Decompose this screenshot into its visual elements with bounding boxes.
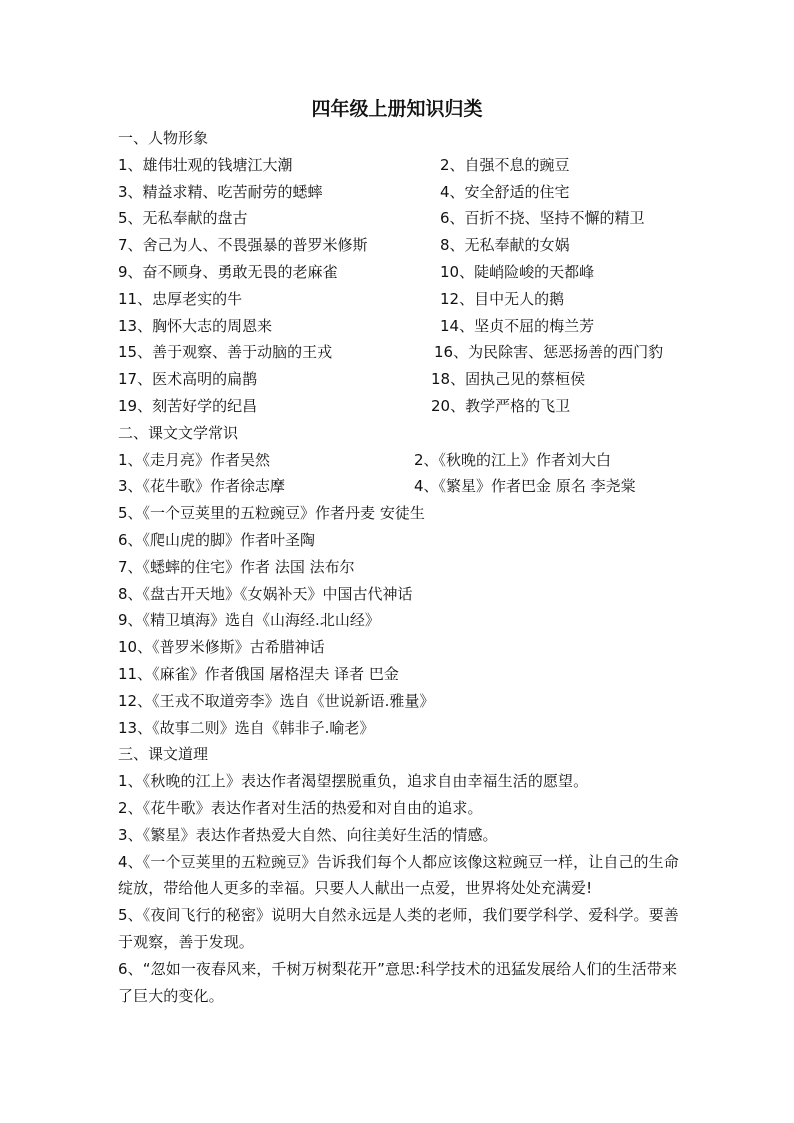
list-item: 8、《盘古开天地》《女娲补天》中国古代神话 xyxy=(118,584,413,603)
lesson-paragraph: 6、“忽如一夜春风来，千树万树梨花开”意思:科学技术的迅猛发展给人们的生活带来了巨大的变化。 xyxy=(118,959,678,1005)
list-item: 5、无私奉献的盘古 xyxy=(118,209,248,228)
list-item: 20、教学严格的飞卫 xyxy=(431,396,571,415)
list-row xyxy=(118,473,688,500)
list-row xyxy=(118,447,688,474)
list-item: 6、《爬山虎的脚》作者叶圣陶 xyxy=(118,530,316,549)
list-item: 18、固执己见的蔡桓侯 xyxy=(431,370,586,389)
lesson-paragraph: 5、《夜间飞行的秘密》说明大自然永远是人类的老师，我们要学科学、爱科学。要善于观察，善于发现。 xyxy=(118,906,679,951)
list-item: 11、《麻雀》作者俄国 屠格涅夫 译者 巴金 xyxy=(118,664,399,683)
list-item: 12、目中无人的鹅 xyxy=(440,289,565,308)
document-body xyxy=(118,125,688,1009)
list-row xyxy=(118,393,688,420)
list-row xyxy=(118,286,688,313)
list-item: 16、为民除害、惩恶扬善的西门豹 xyxy=(434,343,664,362)
list-item: 10、陡峭险峻的天都峰 xyxy=(440,262,595,281)
list-row xyxy=(118,232,688,259)
list-item: 7、舍己为人、不畏强暴的普罗米修斯 xyxy=(118,236,368,255)
lesson-paragraph: 3、《繁星》表达作者热爱大自然、向往美好生活的情感。 xyxy=(118,825,498,844)
section-heading: 一、人物形象 xyxy=(118,129,209,147)
list-item: 1、雄伟壮观的钱塘江大潮 xyxy=(118,155,293,174)
list-item: 13、《故事二则》选自《韩非子.喻老》 xyxy=(118,718,375,737)
section-heading: 二、课文文学常识 xyxy=(118,423,239,442)
list-item: 11、忠厚老实的牛 xyxy=(118,289,243,308)
list-item: 9、奋不顾身、勇敢无畏的老麻雀 xyxy=(118,262,338,281)
list-row xyxy=(118,339,688,366)
list-item: 15、善于观察、善于动脑的王戎 xyxy=(118,343,333,362)
list-item: 3、《花牛歌》作者徐志摩 xyxy=(118,477,286,496)
list-item: 17、医术高明的扁鹊 xyxy=(118,370,258,389)
list-row xyxy=(118,366,688,393)
list-item: 14、坚贞不屈的梅兰芳 xyxy=(440,316,595,335)
section-heading: 三、课文道理 xyxy=(118,745,209,764)
list-item: 6、百折不挠、坚持不懈的精卫 xyxy=(440,209,645,228)
lesson-paragraph: 1、《秋晚的江上》表达作者渴望摆脱重负，追求自由幸福生活的愿望。 xyxy=(118,772,589,791)
list-item: 9、《精卫填海》选自《山海经.北山经》 xyxy=(118,611,380,630)
list-item: 19、刻苦好学的纪昌 xyxy=(118,396,258,415)
list-item: 4、《繁星》作者巴金 原名 李尧棠 xyxy=(414,477,636,496)
list-item: 2、《秋晚的江上》作者刘大白 xyxy=(414,450,612,469)
list-item: 1、《走月亮》作者吴然 xyxy=(118,450,271,469)
list-item: 4、安全舒适的住宅 xyxy=(440,182,570,201)
list-item: 3、精益求精、吃苦耐劳的蟋蟀 xyxy=(118,182,323,201)
list-item: 10、《普罗米修斯》古希腊神话 xyxy=(118,638,325,657)
list-row xyxy=(118,313,688,340)
list-item: 8、无私奉献的女娲 xyxy=(440,236,570,255)
list-item: 2、自强不息的豌豆 xyxy=(440,155,570,174)
list-row xyxy=(118,259,688,286)
list-item: 7、《蟋蟀的住宅》作者 法国 法布尔 xyxy=(118,557,355,576)
document-title: 四年级上册知识归类 xyxy=(311,98,483,120)
list-row xyxy=(118,179,688,206)
list-item: 5、《一个豆荚里的五粒豌豆》作者丹麦 安徒生 xyxy=(118,504,425,523)
list-row xyxy=(118,205,688,232)
list-row xyxy=(118,152,688,179)
lesson-paragraph: 2、《花牛歌》表达作者对生活的热爱和对自由的追求。 xyxy=(118,798,483,817)
list-item: 12、《王戎不取道旁李》选自《世说新语.雅量》 xyxy=(118,691,435,710)
list-item: 13、胸怀大志的周恩来 xyxy=(118,316,273,335)
lesson-paragraph: 4、《一个豆荚里的五粒豌豆》告诉我们每个人都应该像这粒豌豆一样，让自己的生命绽放，带给他人更多的幸福。只要人人献出一点爱，世界将处处充满爱! xyxy=(118,852,679,898)
